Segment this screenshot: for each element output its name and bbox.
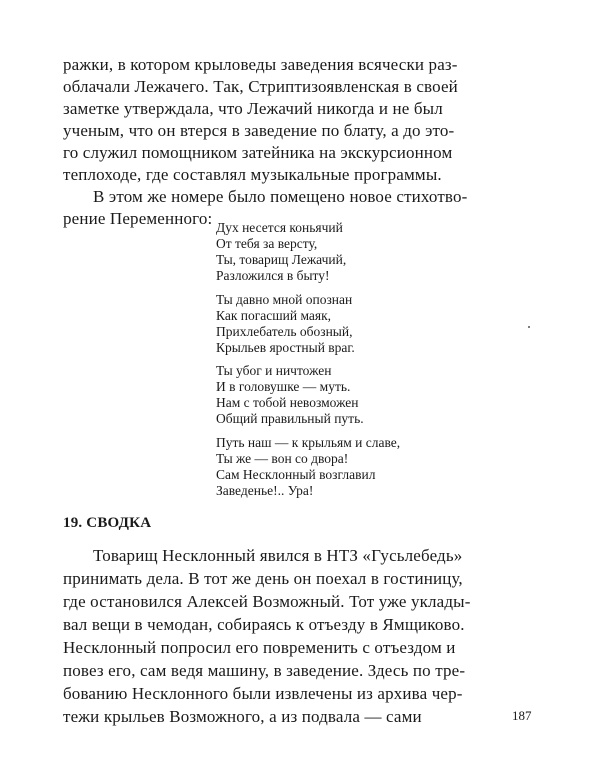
- poem-stanza: [216, 220, 346, 284]
- text-line: В этом же номере было помещено новое стихотво-: [93, 187, 468, 206]
- text-line: где остановился Алексей Возможный. Тот уже уклады-: [63, 592, 471, 611]
- poem-line: Ты давно мной опознан: [216, 292, 353, 307]
- section-paragraph: [63, 544, 541, 728]
- text-line: облачали Лежачего. Так, Стриптизоявленская в своей: [63, 77, 458, 96]
- section-heading: 19. СВОДКА: [63, 515, 152, 531]
- page-number: 187: [512, 708, 532, 723]
- text-line: Товарищ Несклонный явился в НТЗ «Гусьлебедь»: [93, 546, 463, 565]
- poem-line: Разложился в быту!: [216, 268, 330, 283]
- poem-line: Ты, товарищ Лежачий,: [216, 252, 347, 267]
- poem-line: Как погасший маяк,: [216, 308, 332, 323]
- text-line: заметке утверждала, что Лежачий никогда и не был: [63, 99, 443, 118]
- poem-line: Ты убог и ничтожен: [216, 363, 332, 378]
- poem-stanza: [216, 363, 364, 427]
- poem-line: Прихлебатель обозный,: [216, 324, 353, 339]
- poem-stanza: [216, 435, 400, 499]
- poem-line: Ты же — вон со двора!: [216, 451, 349, 466]
- text-line: принимать дела. В тот же день он поехал в гостиницу,: [63, 569, 463, 588]
- poem-line: Дух несется коньячий: [216, 220, 343, 235]
- print-speck: [528, 326, 530, 328]
- text-line: тежи крыльев Возможного, а из подвала — сами: [63, 707, 422, 726]
- text-line: бованию Несклонного были извлечены из архива чер-: [63, 684, 463, 703]
- poem-line: И в головушке — муть.: [216, 379, 351, 394]
- text-line: вал вещи в чемодан, собираясь к отъезду в Ямщиково.: [63, 615, 465, 634]
- text-line: ражки, в котором крыловеды заведения всячески раз-: [63, 55, 458, 74]
- poem-line: Общий правильный путь.: [216, 411, 364, 426]
- poem-line: От тебя за версту,: [216, 236, 318, 251]
- poem-line: Сам Несклонный возглавил: [216, 467, 376, 482]
- poem-line: Крыльев яростный враг.: [216, 340, 355, 355]
- poem-line: Путь наш — к крыльям и славе,: [216, 435, 401, 450]
- text-line: теплоходе, где составлял музыкальные программы.: [63, 165, 442, 184]
- intro-paragraphs: [63, 54, 541, 230]
- poem-line: Заведенье!.. Ура!: [216, 483, 314, 498]
- text-line: го служил помощником затейника на экскурсионном: [63, 143, 453, 162]
- poem-stanza: [216, 292, 355, 356]
- text-line: повез его, сам ведя машину, в заведение. Здесь по тре-: [63, 661, 466, 680]
- text-line: Несклонный попросил его повременить с отъездом и: [63, 638, 456, 657]
- poem-line: Нам с тобой невозможен: [216, 395, 359, 410]
- text-line: ученым, что он втерся в заведение по блату, а до это-: [63, 121, 455, 140]
- text-line: рение Переменного:: [63, 209, 213, 228]
